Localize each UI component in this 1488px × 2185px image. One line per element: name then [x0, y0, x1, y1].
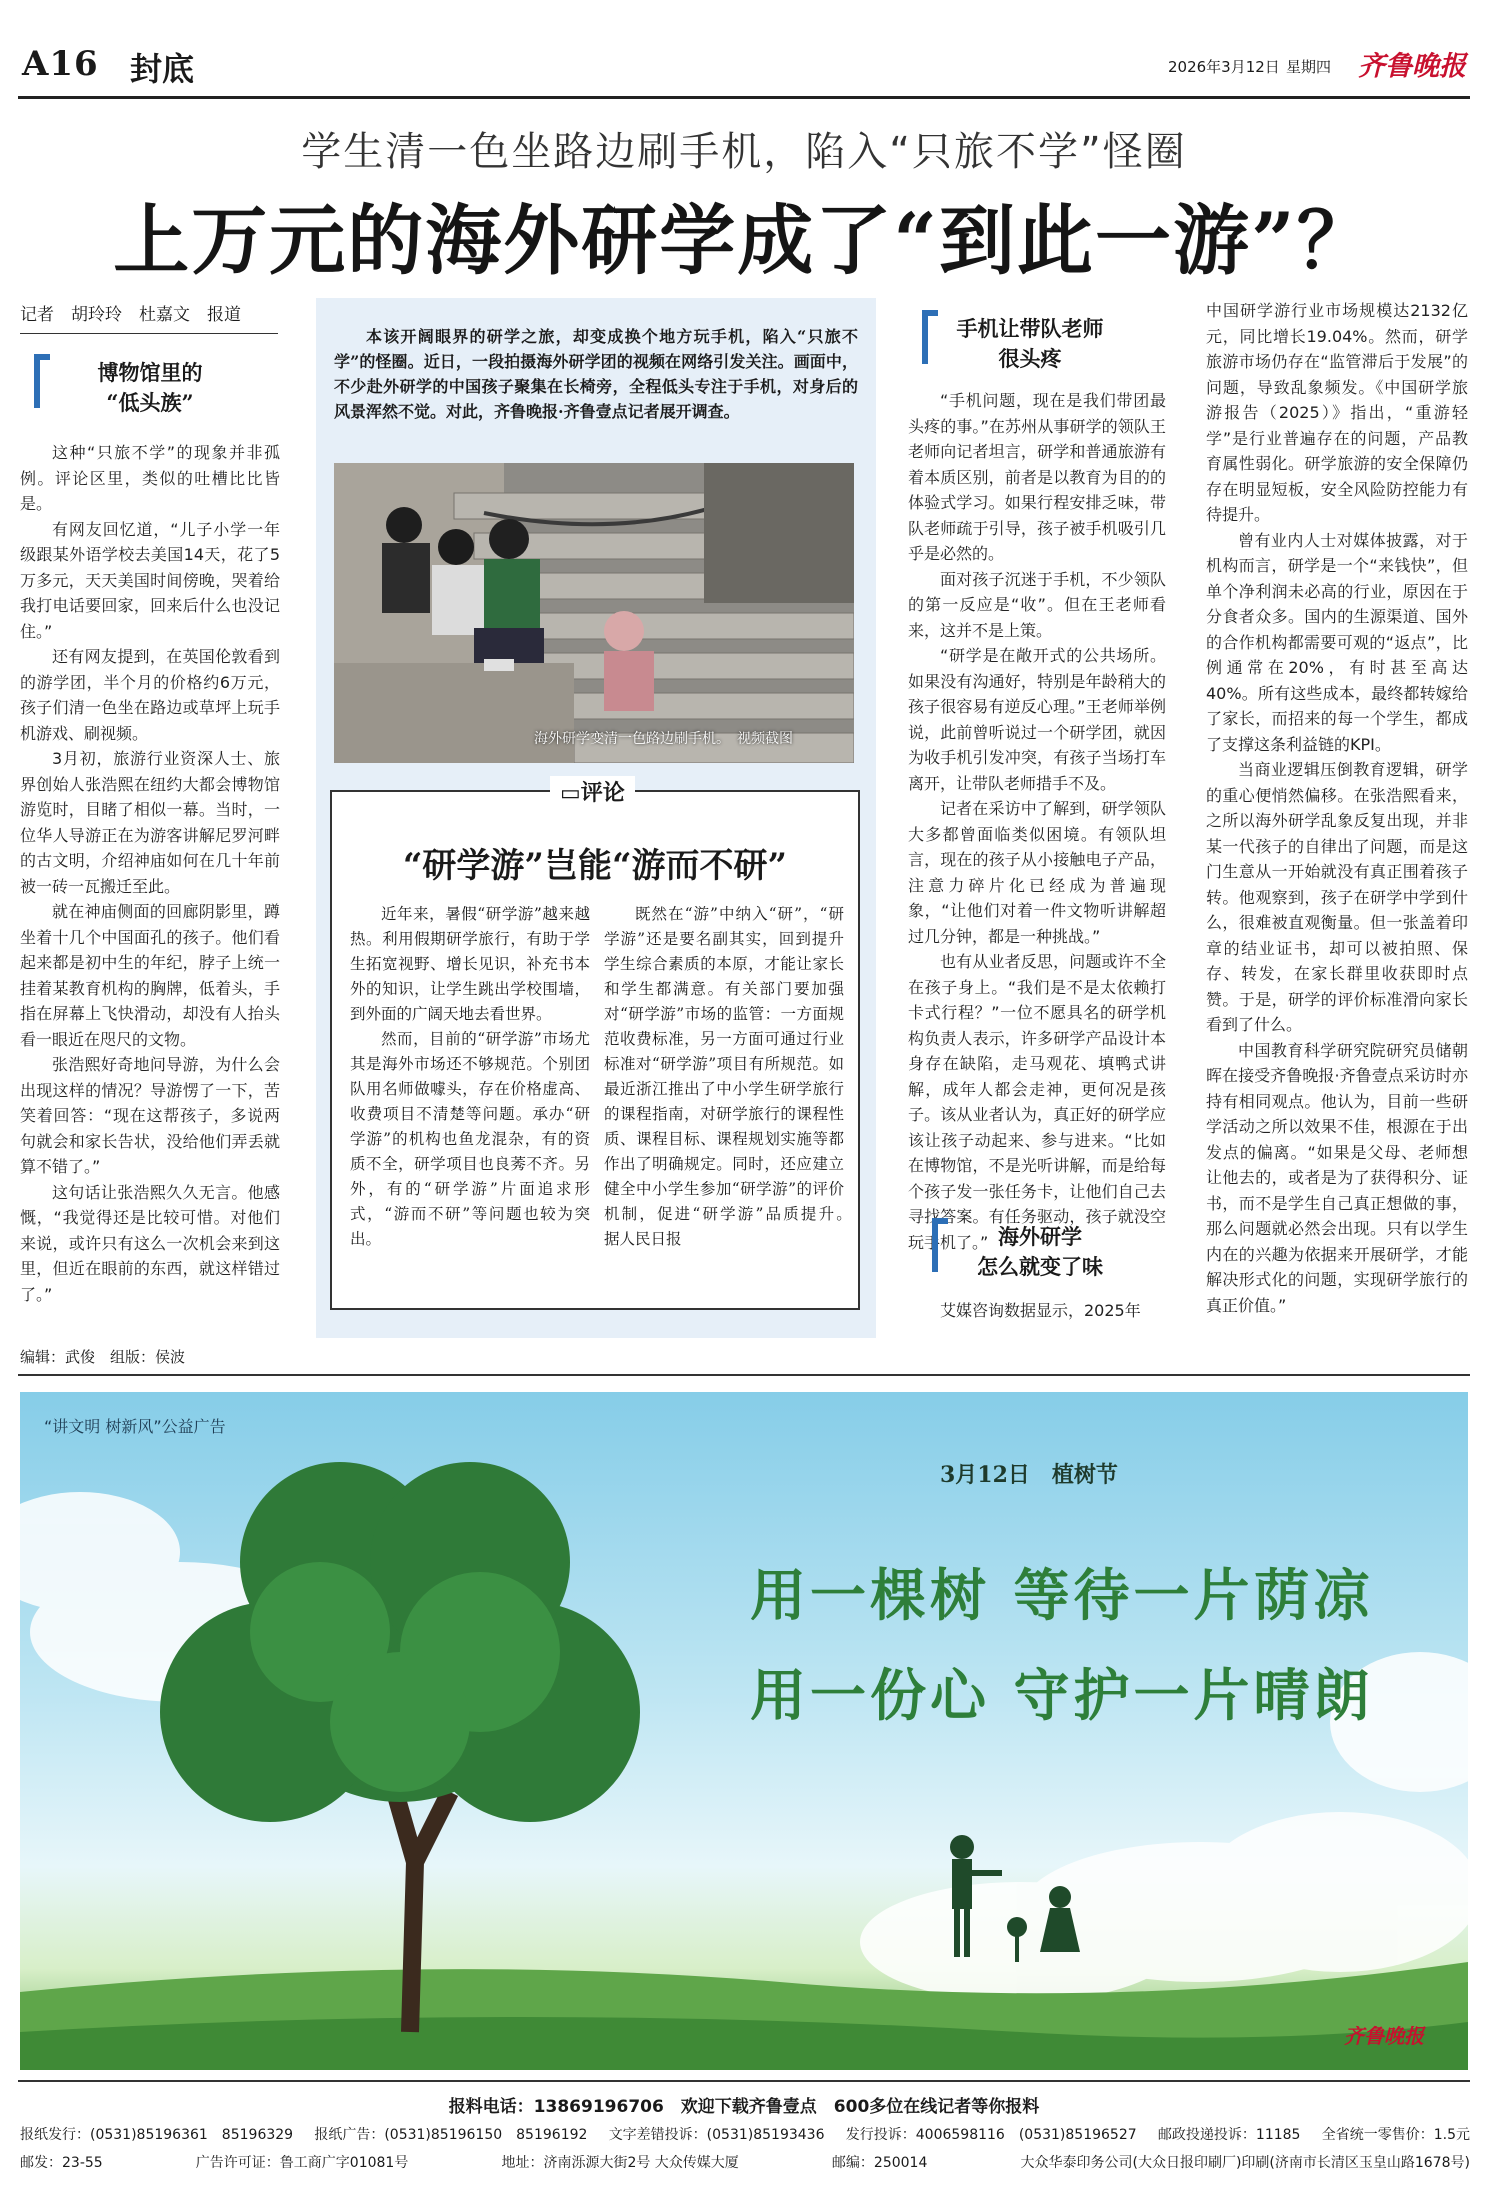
subhead-phones	[940, 314, 1120, 374]
paragraph: 记者在采访中了解到，研学领队大多都曾面临类似困境。有领队坦言，现在的孩子从小接触电子产品，注意力碎片化已经成为普遍现象，“让他们对着一件文物听讲解超过几分钟，都是一种挑战。”	[908, 799, 1166, 946]
article-intro: 本该开阔眼界的研学之旅，却变成换个地方玩手机，陷入“只旅不学”的怪圈。近日，一段拍摄海外研学团的视频在网络引发关注。画面中，不少赴外研学的中国孩子聚集在长椅旁，全程低头专注于手机，对身后的风景浑然不觉。对此，齐鲁晚报·齐鲁壹点记者展开调查。	[334, 327, 858, 421]
headline-kicker: 学生清一色坐路边刷手机，陷入“只旅不学”怪圈	[301, 129, 1187, 175]
paragraph: 还有网友提到，在英国伦敦看到的游学团，半个月的价格约6万元，孩子们清一色坐在路边或草坪上玩手机游戏、刷视频。	[20, 647, 280, 743]
article-column-1	[20, 440, 280, 1307]
commentary-box	[330, 781, 860, 1310]
subhead-line: 海外研学	[998, 1224, 1082, 1249]
masthead-divider	[18, 96, 1470, 99]
masthead	[18, 38, 1470, 94]
paragraph: 近年来，暑假“研学游”越来越热。利用假期研学旅行，有助于学生拓宽视野、增长见识，补充书本外的知识，让学生跳出学校围墙，到外面的广阔天地去看世界。	[350, 905, 590, 1023]
subhead-line: 很头疼	[998, 346, 1062, 371]
article-column-4	[1206, 298, 1468, 1318]
paragraph: 然而，目前的“研学游”市场尤其是海外市场还不够规范。个别团队用名师做噱头，存在价格虚高、收费项目不清楚等问题。承办“研学游”的机构也鱼龙混杂，有的资质不全，研学项目也良莠不齐。另外，有的“研学游”片面追求形式，“游而不研”等问题也较为突出。	[350, 1030, 590, 1248]
subhead-museum	[50, 358, 250, 418]
paragraph: 也有从业者反思，问题或许不全在孩子身上。“我们是不是太依赖打卡式行程？”一位不愿具名的研学机构负责人表示，许多研学产品设计本身存在缺陷，走马观花、填鸭式讲解，成年人都会走神，更何况是孩子。该从业者认为，真正好的研学应该让孩子动起来、参与进来。“比如在博物馆，不是光听讲解，而是给每个孩子发一张任务卡，让他们自己去寻找答案。有任务驱动，孩子就没空玩手机了。”	[908, 952, 1166, 1252]
footer-item: 邮政投递投诉：11185	[1157, 2127, 1301, 2143]
page-section: 封底	[130, 50, 195, 88]
paragraph: 既然在“游”中纳入“研”，“研学游”还是要名副其实，回到提升学生综合素质的本原，才能让家长和学生都满意。有关部门要加强对“研学游”市场的监管：一方面规范收费标准，另一方面可通过行业标准对“研学游”项目有所规范。如最近浙江推出了中小学生研学旅行的课程指南，对研学旅行的课程性质、课程目标、课程规划实施等都作出了明确规定。同时，还应建立健全中小学生参加“研学游”的评价机制，促进“研学游”品质提升。 据人民日报	[604, 905, 860, 1248]
paragraph: 这种“只旅不学”的现象并非孤例。评论区里，类似的吐槽比比皆是。	[20, 443, 280, 513]
paragraph: 就在神庙侧面的回廊阴影里，蹲坐着十几个中国面孔的孩子。他们看起来都是初中生的年纪，脖子上统一挂着某教育机构的胸牌，低着头，手指在屏幕上飞快滑动，却没有人抬头看一眼近在咫尺的文物。	[20, 902, 280, 1049]
commentary-tag	[550, 776, 635, 807]
commentary-title: “研学游”岂能“游而不研”	[402, 846, 788, 886]
paragraph: 这句话让张浩熙久久无言。他感慨，“我觉得还是比较可惜。对他们来说，或许只有这么一次机会来到这里，但近在眼前的东西，就这样错过了。”	[20, 1182, 280, 1304]
footer-divider	[18, 2080, 1470, 2082]
news-photo	[334, 463, 854, 763]
paragraph: 中国教育科学研究院研究员储朝晖在接受齐鲁晚报·齐鲁壹点采访时亦持有相同观点。他认为，目前一些研学活动之所以效果不佳，根源在于出发点的偏离。“如果是父母、老师想让他去的，或者是为了获得积分、证书，而不是学生自己真正想做的事，那么问题就必然会出现。只有以学生内在的兴趣为依据来开展研学，才能解决形式化的问题，实现研学旅行的真正价值。”	[1206, 1040, 1468, 1315]
commentary-tag-label: 评论	[580, 781, 625, 806]
paragraph: 当商业逻辑压倒教育逻辑，研学的重心便悄然偏移。在张浩熙看来，之所以海外研学乱象反复出现，并非某一代孩子的自律出了问题，而是这门生意从一开始就没有真正围着孩子转。他观察到，孩子在研学中学到什么，很难被直观衡量。但一张盖着印章的结业证书，却可以被拍照、保存、转发，在家长群里收获即时点赞。于是，研学的评价标准滑向家长看到了什么。	[1206, 760, 1468, 1034]
footer-item: 邮编：250014	[831, 2155, 928, 2171]
issue-weekday: 星期四	[1286, 58, 1332, 76]
footer-item: 广告许可证：鲁工商广字01081号	[195, 2155, 409, 2171]
commentary-column-right	[604, 902, 860, 1252]
footer-contact-row	[20, 2124, 1470, 2144]
commentary-column-left	[350, 902, 590, 1252]
footer-info-row	[20, 2152, 1470, 2172]
ad-slogan-line-2: 用一份心 守护一片晴朗	[750, 1663, 1374, 1729]
footer-hotline: 报料电话：13869196706 欢迎下载齐鲁壹点 600多位在线记者等你报料	[448, 2097, 1040, 2117]
article-column-3-tail	[908, 1298, 1166, 1324]
subhead-line: “低头族”	[106, 390, 194, 415]
editor-credit: 编辑：武俊 组版：侯波	[20, 1348, 186, 1366]
subhead-bracket	[932, 1218, 948, 1272]
photo-illustration	[334, 463, 854, 763]
ad-tag: “讲文明 树新风”公益广告	[44, 1417, 226, 1436]
subhead-bracket	[922, 310, 938, 364]
article-column-3	[908, 388, 1166, 1255]
footer-item: 文字差错投诉：(0531)85193436	[608, 2127, 825, 2143]
footer-item: 邮发：23-55	[20, 2155, 103, 2171]
main-headline: 上万元的海外研学成了“到此一游”？	[113, 196, 1375, 285]
paragraph: 面对孩子沉迷于手机，不少领队的第一反应是“收”。但在王老师看来，这并不是上策。	[908, 569, 1166, 640]
paragraph: 有网友回忆道，“儿子小学一年级跟某外语学校去美国14天，花了5万多元，天天美国时间傍晚，哭着给我打电话要回家，回来后什么也没记住。”	[20, 519, 280, 641]
byline: 记者 胡玲玲 杜嘉文 报道	[20, 300, 278, 334]
footer-item: 报纸广告：(0531)85196150 85196192	[314, 2127, 588, 2143]
footer-item: 发行投诉：4006598116 (0531)85196527	[845, 2127, 1137, 2143]
paragraph: “手机问题，现在是我们带团最头疼的事。”在苏州从事研学的领队王老师向记者坦言，研学和普通旅游有着本质区别，前者是以教育为目的的体验式学习。如果行程安排乏味，带队老师疏于引导，孩子被手机吸引几乎是必然的。	[908, 391, 1166, 563]
page-number: A16	[22, 44, 99, 84]
subhead-overseas	[950, 1222, 1130, 1282]
ad-logo: 齐鲁晚报	[1344, 2024, 1424, 2048]
ad-date: 3月12日 植树节	[940, 1462, 1118, 1488]
section-divider	[18, 1374, 1470, 1376]
ad-slogan-line-1: 用一棵树 等待一片荫凉	[750, 1563, 1374, 1629]
public-service-ad	[20, 1392, 1468, 2070]
paragraph: 3月初，旅游行业资深人士、旅界创始人张浩熙在纽约大都会博物馆游览时，目睹了相似一幕。当时，一位华人导游正在为游客讲解尼罗河畔的古文明，介绍神庙如何在几十年前被一砖一瓦搬迁至此。	[20, 749, 280, 896]
footer-item: 全省统一零售价：1.5元	[1321, 2127, 1470, 2143]
footer-item: 地址：济南泺源大街2号 大众传媒大厦	[501, 2155, 739, 2171]
commentary-tag-icon: ▭	[560, 781, 581, 806]
subhead-line: 博物馆里的	[97, 360, 203, 385]
paragraph: 艾媒咨询数据显示，2025年	[940, 1301, 1141, 1320]
newspaper-logo: 齐鲁晚报	[1358, 51, 1466, 82]
issue-date: 2026年3月12日	[1168, 58, 1280, 76]
paragraph: 张浩熙好奇地问导游，为什么会出现这样的情况？导游愣了一下，苦笑着回答：“现在这帮孩子，多说两句就会和家长告状，没给他们弄丢就算不错了。”	[20, 1055, 280, 1176]
paragraph: 曾有业内人士对媒体披露，对于机构而言，研学是一个“来钱快”，但单个净利润未必高的行业，原因在于分食者众多。国内的生源渠道、国外的合作机构都需要可观的“返点”，比例通常在20%，有时甚至高达40%。所有这些成本，最终都转嫁给了家长，而招来的每一个学生，都成了支撑这条利益链的KPI。	[1206, 530, 1468, 754]
footer-item: 报纸发行：(0531)85196361 85196329	[20, 2127, 294, 2143]
subhead-line: 怎么就变了味	[977, 1254, 1103, 1279]
photo-caption: 海外研学变清一色路边刷手机。 视频截图	[534, 731, 793, 747]
subhead-bracket	[34, 354, 50, 408]
paragraph: “研学是在敞开式的公共场所。如果没有沟通好，特别是年龄稍大的孩子很容易有逆反心理。”王老师举例说，此前曾听说过一个研学团，就因为收手机引发冲突，有孩子当场打车离开，让带队老师措手不及。	[908, 646, 1166, 793]
footer-item: 大众华泰印务公司(大众日报印刷厂)印刷(济南市长清区玉皇山路1678号)	[1020, 2155, 1470, 2171]
subhead-line: 手机让带队老师	[956, 316, 1104, 341]
paragraph: 中国研学游行业市场规模达2132亿元，同比增长19.04%。然而，研学旅游市场仍存在“监管滞后于发展”的问题，导致乱象频发。《中国研学旅游报告（2025）》指出，“重游轻学”是行业普遍存在的问题，产品教育属性弱化。研学旅游的安全保障仍存在明显短板，安全风险防控能力有待提升。	[1206, 301, 1468, 524]
